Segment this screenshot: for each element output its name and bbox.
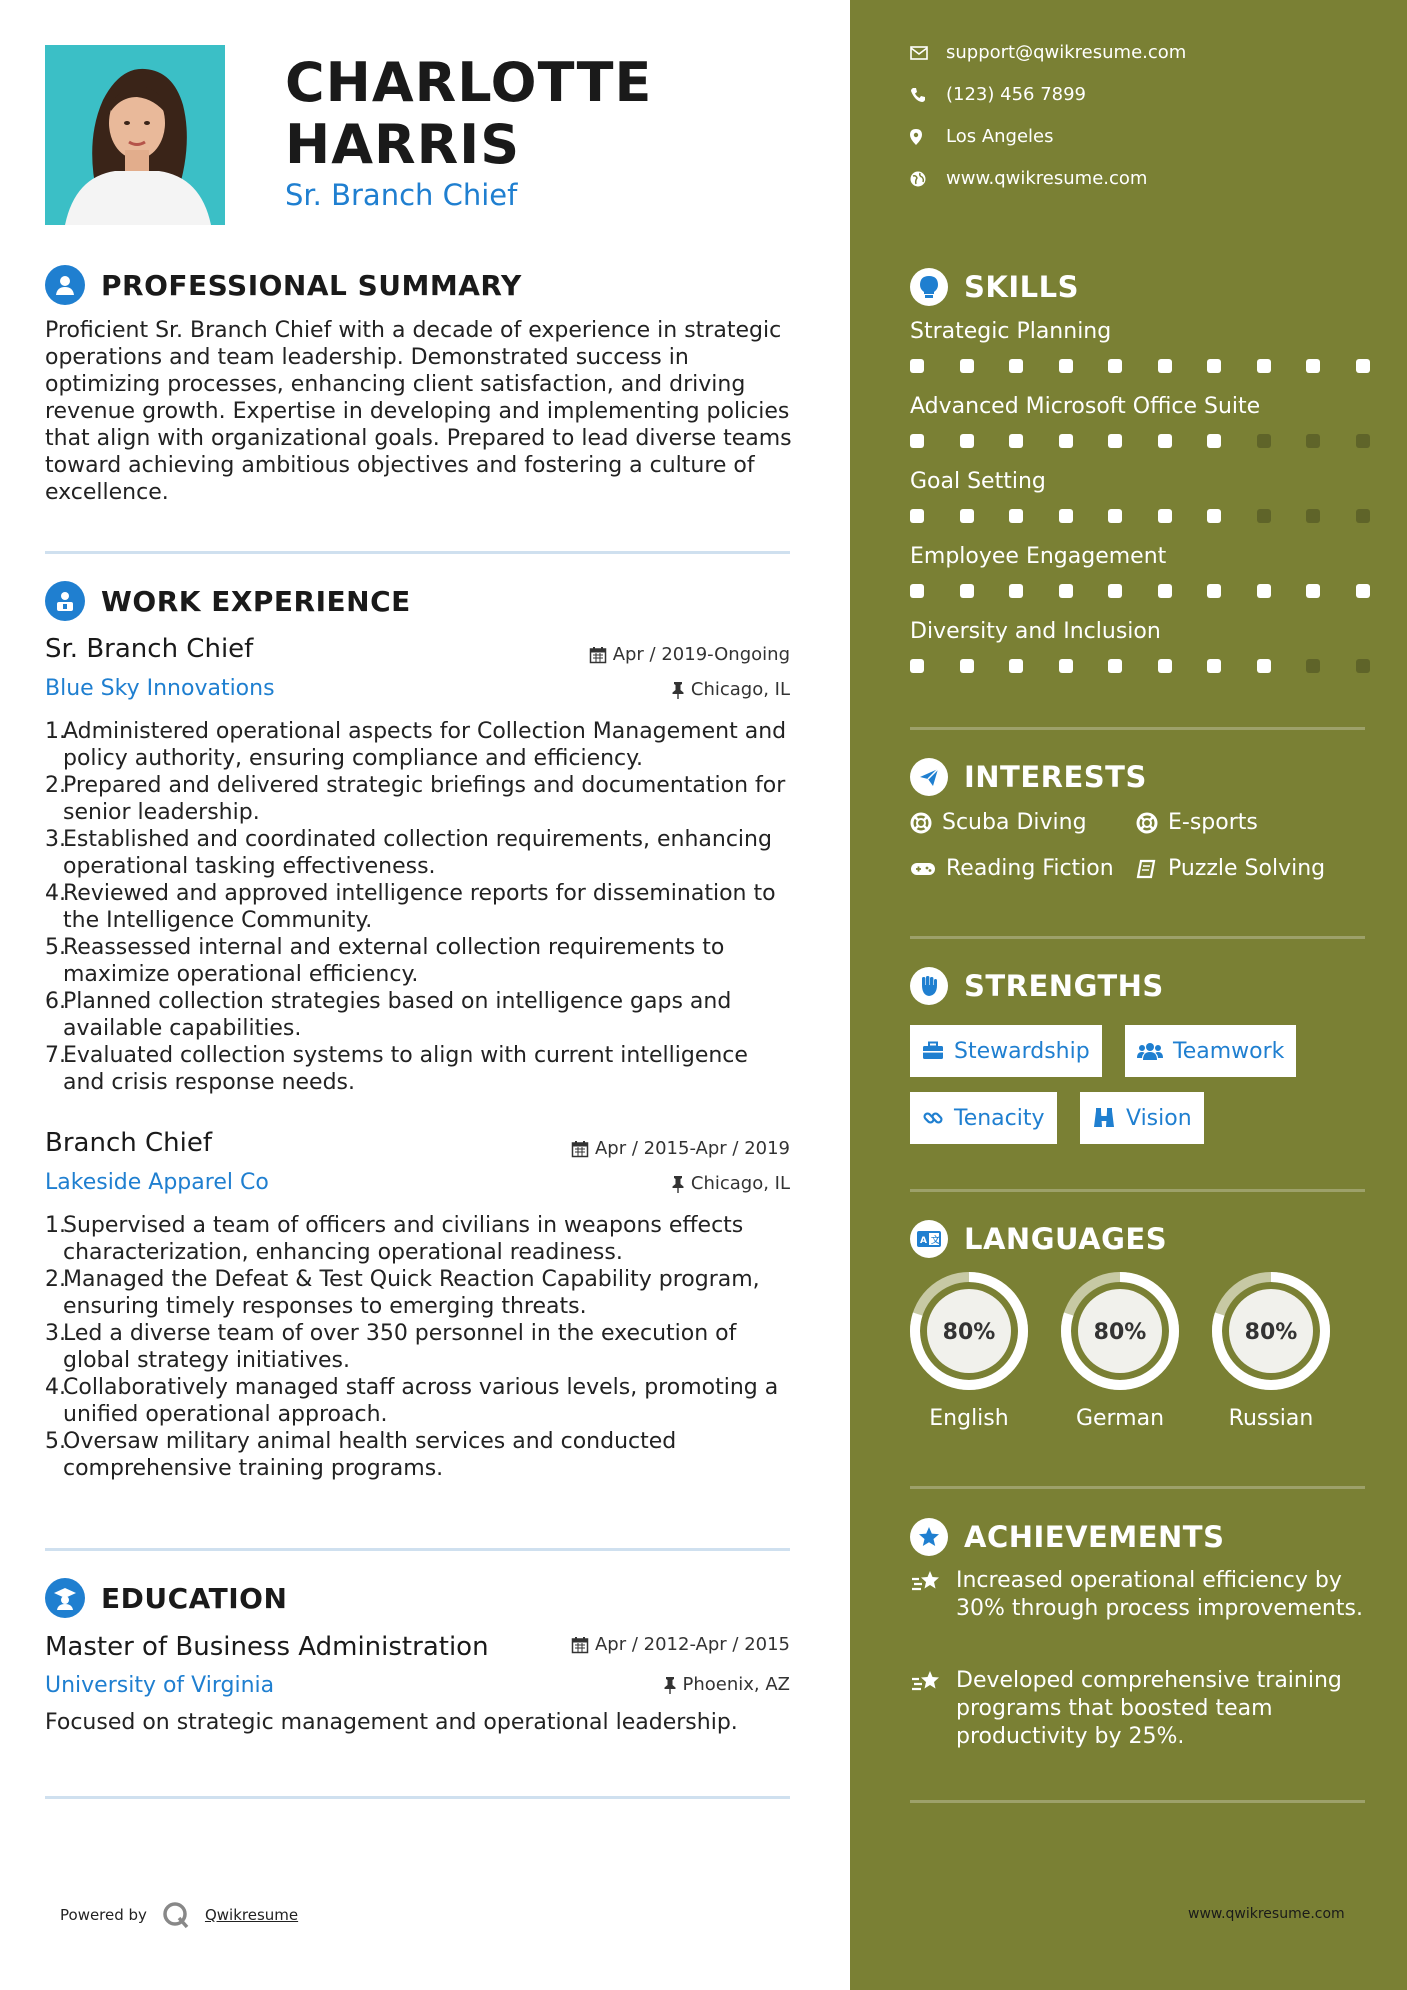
skills-divider	[910, 727, 1365, 730]
pin-icon	[663, 1676, 677, 1694]
job-1-dates-text: Apr / 2019-Ongoing	[612, 644, 790, 665]
contact-website[interactable]	[910, 168, 1147, 189]
rating-dot-filled	[1108, 359, 1122, 373]
rating-dot-filled	[960, 659, 974, 673]
envelope-icon	[910, 46, 928, 60]
language-ring	[1060, 1271, 1180, 1391]
strength-chip	[1080, 1092, 1204, 1144]
rating-dot-filled	[1108, 659, 1122, 673]
fist-icon	[910, 967, 948, 1005]
rating-dot-filled	[1108, 584, 1122, 598]
skill-name: Advanced Microsoft Office Suite	[910, 394, 1261, 419]
rating-dot-filled	[1356, 359, 1370, 373]
job-2-dates	[571, 1138, 790, 1159]
education-description: Focused on strategic management and operational leadership.	[45, 1710, 738, 1735]
education-heading	[45, 1578, 287, 1618]
rating-dot-filled	[910, 659, 924, 673]
strength-chip	[1125, 1025, 1296, 1077]
education-location	[663, 1674, 791, 1695]
shooting-star-icon	[910, 1569, 942, 1595]
list-item: 1. Administered operational aspects for Collection Management and policy authority, ensuring compliance and efficiency.	[45, 719, 787, 771]
job-title-header: Sr. Branch Chief	[285, 178, 518, 212]
shooting-star-icon	[910, 1669, 942, 1695]
skill-name: Employee Engagement	[910, 544, 1167, 569]
contact-email[interactable]	[910, 42, 1186, 63]
star-badge-icon	[910, 1518, 948, 1556]
rating-dot-empty	[1356, 434, 1370, 448]
job-2-dates-text: Apr / 2015-Apr / 2019	[594, 1138, 790, 1159]
rating-dot-filled	[1059, 659, 1073, 673]
achievement-item	[910, 1667, 1370, 1751]
interest-item	[1136, 856, 1325, 881]
job-1-title: Sr. Branch Chief	[45, 634, 254, 664]
interest-label: Puzzle Solving	[1168, 856, 1326, 881]
interest-item	[910, 810, 1087, 835]
job-1-dates	[589, 644, 790, 665]
education-dates	[571, 1634, 790, 1655]
rating-dot-filled	[960, 584, 974, 598]
interest-item	[1136, 810, 1258, 835]
interests-heading	[910, 758, 1147, 796]
powered-by	[60, 1900, 298, 1930]
degree-title: Master of Business Administration	[45, 1632, 489, 1662]
achievements-heading	[910, 1518, 1224, 1556]
lightbulb-icon	[910, 268, 948, 306]
users-icon	[1137, 1041, 1163, 1061]
contact-email-text: support@qwikresume.com	[946, 42, 1187, 63]
rating-dot-filled	[1158, 659, 1172, 673]
rating-dot-filled	[1059, 359, 1073, 373]
job-1-responsibilities	[45, 718, 795, 1096]
interest-item	[910, 856, 1114, 881]
phone-icon	[910, 87, 926, 103]
contact-website-text: www.qwikresume.com	[946, 168, 1148, 189]
skills-title: SKILLS	[964, 270, 1079, 304]
user-icon	[45, 265, 85, 305]
languages-heading	[910, 1220, 1167, 1258]
strengths-title: STRENGTHS	[964, 969, 1164, 1003]
job-2-title: Branch Chief	[45, 1128, 212, 1158]
puzzle-icon	[1136, 859, 1158, 879]
rating-dot-filled	[1158, 509, 1172, 523]
name-first: CHARLOTTE	[285, 51, 653, 114]
list-item: 4. Collaboratively managed staff across various levels, promoting a unified operational approach.	[45, 1375, 779, 1427]
rating-dot-filled	[1158, 434, 1172, 448]
svg-text:A: A	[920, 1236, 927, 1246]
rating-dot-empty	[1306, 659, 1320, 673]
rating-dot-empty	[1356, 509, 1370, 523]
strengths-heading	[910, 967, 1164, 1005]
achievements-title: ACHIEVEMENTS	[964, 1520, 1225, 1554]
rating-dot-filled	[1306, 584, 1320, 598]
binoculars-icon	[1092, 1107, 1116, 1129]
education-location-text: Phoenix, AZ	[682, 1674, 790, 1695]
strength-chip	[910, 1092, 1057, 1144]
education-title: EDUCATION	[101, 1581, 288, 1615]
summary-heading	[45, 265, 522, 305]
paper-plane-icon	[910, 758, 948, 796]
name-last: HARRIS	[285, 113, 521, 176]
strength-label: Vision	[1126, 1105, 1192, 1131]
rating-dot-filled	[1207, 359, 1221, 373]
job-1-location	[671, 679, 790, 700]
achievements-divider	[910, 1800, 1365, 1803]
rating-dot-filled	[1009, 509, 1023, 523]
contact-phone-text: (123) 456 7899	[946, 84, 1087, 105]
ring-percent-label: 80%	[942, 1320, 996, 1345]
skill-rating	[910, 359, 1370, 373]
link-icon	[922, 1107, 944, 1129]
rating-dot-empty	[1356, 659, 1370, 673]
experience-divider	[45, 1548, 790, 1551]
language-name: German	[1075, 1406, 1165, 1431]
strength-chip	[910, 1025, 1102, 1077]
skill-name: Strategic Planning	[910, 319, 1112, 344]
list-item: 4. Reviewed and approved intelligence reports for dissemination to the Intelligence Community.	[45, 881, 776, 933]
skill-name: Diversity and Inclusion	[910, 619, 1161, 644]
rating-dot-filled	[1108, 434, 1122, 448]
candidate-name	[285, 52, 652, 176]
lifebuoy-icon	[1136, 812, 1158, 834]
rating-dot-filled	[1207, 509, 1221, 523]
list-item: 7. Evaluated collection systems to align with current intelligence and crisis response needs.	[45, 1043, 748, 1095]
ring-percent-label: 80%	[1244, 1320, 1298, 1345]
rating-dot-filled	[1009, 434, 1023, 448]
interest-label: Reading Fiction	[946, 856, 1114, 881]
interests-divider	[910, 936, 1365, 939]
rating-dot-filled	[1257, 584, 1271, 598]
rating-dot-filled	[1306, 359, 1320, 373]
interests-title: INTERESTS	[964, 760, 1147, 794]
interest-label: Scuba Diving	[942, 810, 1087, 835]
calendar-icon	[571, 1636, 589, 1654]
rating-dot-filled	[1257, 359, 1271, 373]
pin-icon	[671, 681, 685, 699]
achievement-item	[910, 1567, 1370, 1623]
strengths-divider	[910, 1189, 1365, 1192]
skill-rating	[910, 659, 1370, 673]
list-item: 2. Prepared and delivered strategic briefings and documentation for senior leadership.	[45, 773, 786, 825]
language-name: English	[929, 1406, 1009, 1431]
summary-divider	[45, 551, 790, 554]
rating-dot-empty	[1306, 434, 1320, 448]
language-ring	[909, 1271, 1029, 1391]
strength-label: Stewardship	[954, 1038, 1090, 1064]
rating-dot-filled	[960, 509, 974, 523]
summary-title: PROFESSIONAL SUMMARY	[101, 268, 522, 302]
interest-label: E-sports	[1168, 810, 1258, 835]
pin-icon	[671, 1175, 685, 1193]
lifebuoy-icon	[910, 812, 932, 834]
rating-dot-empty	[1257, 434, 1271, 448]
list-item: 5. Reassessed internal and external collection requirements to maximize operational efficiency.	[45, 935, 725, 987]
contact-location-text: Los Angeles	[946, 126, 1054, 147]
skill-rating	[910, 584, 1370, 598]
rating-dot-filled	[1207, 659, 1221, 673]
list-item: 6. Planned collection strategies based on intelligence gaps and available capabilities.	[45, 989, 732, 1041]
rating-dot-filled	[1356, 584, 1370, 598]
skills-heading	[910, 268, 1079, 306]
list-item: 2. Managed the Defeat & Test Quick Reaction Capability program, ensuring timely responses to emerging threats.	[45, 1267, 760, 1319]
rating-dot-filled	[1108, 509, 1122, 523]
briefcase-user-icon	[45, 581, 85, 621]
graduate-icon	[45, 1578, 85, 1618]
map-marker-icon	[910, 129, 922, 145]
strength-label: Teamwork	[1173, 1038, 1285, 1064]
briefcase-icon	[922, 1041, 944, 1061]
list-item: 3. Established and coordinated collection requirements, enhancing operational tasking effectiveness.	[45, 827, 772, 879]
rating-dot-empty	[1306, 509, 1320, 523]
rating-dot-filled	[1009, 659, 1023, 673]
job-2-responsibilities	[45, 1212, 795, 1482]
job-2-location	[671, 1173, 790, 1194]
experience-title: WORK EXPERIENCE	[101, 584, 411, 618]
summary-text: Proficient Sr. Branch Chief with a decade of experience in strategic operations and team leadership. Demonstrated success in optimizing processes, enhancing client satisfaction, and driving revenue growth. Expertise in developing and implementing policies that align with organizational goals. Prepared to lead diverse teams toward achieving ambitious objectives and fostering a culture of excellence.	[45, 318, 792, 505]
rating-dot-filled	[1009, 584, 1023, 598]
education-dates-text: Apr / 2012-Apr / 2015	[594, 1634, 790, 1655]
rating-dot-filled	[1257, 659, 1271, 673]
skill-name: Goal Setting	[910, 469, 1046, 494]
job-1-company: Blue Sky Innovations	[45, 676, 275, 701]
job-2-location-text: Chicago, IL	[690, 1173, 790, 1194]
calendar-icon	[571, 1140, 589, 1158]
gamepad-icon	[910, 861, 936, 877]
rating-dot-filled	[1059, 434, 1073, 448]
language-ring	[1211, 1271, 1331, 1391]
rating-dot-filled	[960, 434, 974, 448]
strength-label: Tenacity	[954, 1105, 1045, 1131]
rating-dot-filled	[910, 359, 924, 373]
rating-dot-filled	[960, 359, 974, 373]
rating-dot-empty	[1257, 509, 1271, 523]
languages-divider	[910, 1486, 1365, 1489]
rating-dot-filled	[1009, 359, 1023, 373]
powered-by-label: Powered by	[60, 1906, 147, 1924]
globe-icon	[910, 171, 926, 187]
list-item: 1. Supervised a team of officers and civilians in weapons effects characterization, enhancing operational readiness.	[45, 1213, 744, 1265]
list-item: 3. Led a diverse team of over 350 personnel in the execution of global strategy initiatives.	[45, 1321, 737, 1373]
languages-title: LANGUAGES	[964, 1222, 1168, 1256]
rating-dot-filled	[1059, 584, 1073, 598]
skill-rating	[910, 434, 1370, 448]
footer-website[interactable]: www.qwikresume.com	[1188, 1906, 1345, 1922]
ring-percent-label: 80%	[1093, 1320, 1147, 1345]
rating-dot-filled	[1158, 584, 1172, 598]
experience-heading	[45, 581, 411, 621]
education-divider	[45, 1796, 790, 1799]
skill-rating	[910, 509, 1370, 523]
qwikresume-logo-icon	[161, 1900, 191, 1930]
contact-phone[interactable]	[910, 84, 1086, 105]
profile-photo	[45, 45, 225, 225]
svg-text:文: 文	[931, 1236, 941, 1246]
rating-dot-filled	[910, 584, 924, 598]
list-item: 5. Oversaw military animal health services and conducted comprehensive training programs.	[45, 1429, 677, 1481]
job-2-company: Lakeside Apparel Co	[45, 1170, 269, 1195]
rating-dot-filled	[1158, 359, 1172, 373]
rating-dot-filled	[910, 509, 924, 523]
achievement-text: Developed comprehensive training programs that boosted team productivity by 25%.	[956, 1668, 1342, 1749]
job-1-location-text: Chicago, IL	[690, 679, 790, 700]
rating-dot-filled	[910, 434, 924, 448]
calendar-icon	[589, 646, 607, 664]
rating-dot-filled	[1207, 584, 1221, 598]
language-icon	[910, 1220, 948, 1258]
language-name: Russian	[1228, 1406, 1314, 1431]
school-name: University of Virginia	[45, 1673, 275, 1698]
rating-dot-filled	[1207, 434, 1221, 448]
rating-dot-filled	[1059, 509, 1073, 523]
contact-location	[910, 126, 1054, 147]
achievement-text: Increased operational efficiency by 30% through process improvements.	[956, 1568, 1363, 1621]
qwikresume-link[interactable]: Qwikresume	[204, 1906, 299, 1924]
